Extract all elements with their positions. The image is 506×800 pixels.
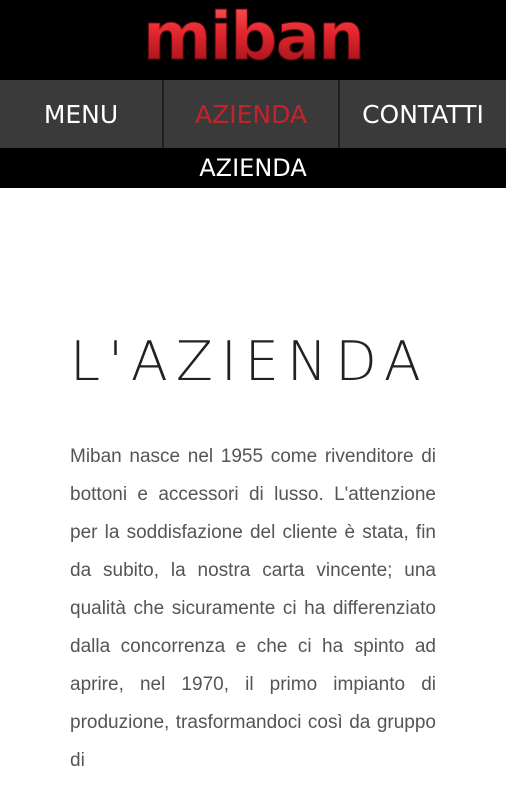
- site-header: [0, 0, 506, 80]
- nav-item-menu[interactable]: MENU: [0, 80, 164, 148]
- page-heading: L'AZIENDA: [70, 330, 429, 393]
- miban-logo[interactable]: [118, 5, 388, 75]
- section-title-bar: [0, 148, 506, 188]
- section-title: AZIENDA: [199, 154, 307, 182]
- nav-item-azienda[interactable]: AZIENDA: [164, 80, 340, 148]
- nav-item-contatti[interactable]: CONTATTI: [362, 99, 484, 129]
- main-nav: [0, 80, 506, 148]
- logo-text: miban: [142, 5, 364, 75]
- company-description: Miban nasce nel 1955 come rivenditore di bottoni e accessori di lusso. L'attenzione per la soddisfazione del cliente è stata, fin da subito, la nostra carta vincente; una qualità che sicuramente ci ha differenziato dalla concorrenza e che ci ha spinto ad aprire, nel 1970, il primo impianto di produzione, trasformandoci così da gruppo di: [70, 446, 436, 771]
